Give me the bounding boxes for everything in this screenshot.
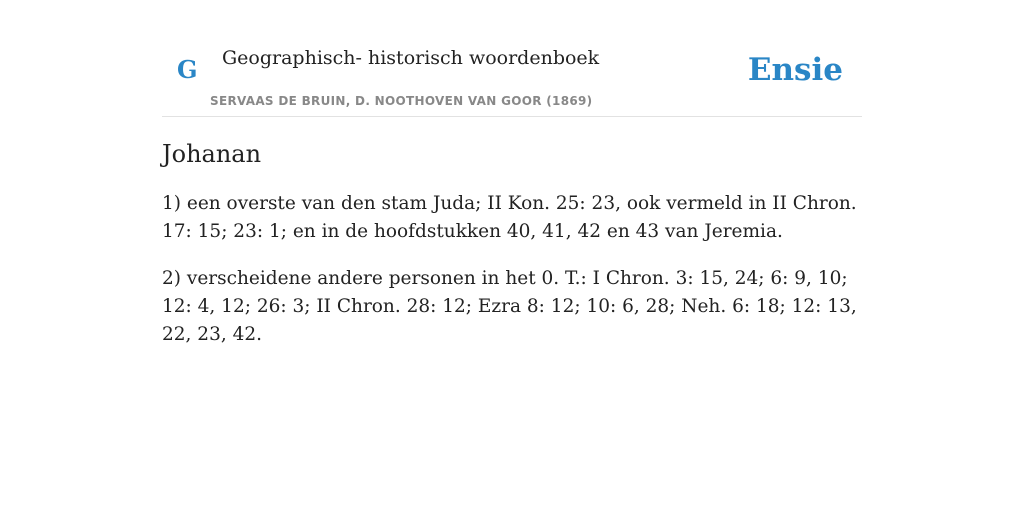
entry-title: Johanan [162, 140, 262, 168]
ensie-brand-link[interactable]: Ensie [747, 52, 843, 88]
dictionary-author: SERVAAS DE BRUIN, D. NOOTHOVEN VAN GOOR (1869) [210, 94, 593, 108]
dictionary-logo[interactable]: G [177, 55, 198, 84]
dictionary-title-link[interactable]: Geographisch- historisch woordenboek [222, 47, 600, 69]
dictionary-header [162, 0, 862, 117]
entry-paragraph-2: 2) verscheidene andere personen in het 0. T.: I Chron. 3: 15, 24; 6: 9, 10; 12: 4, 12; 26: 3; II Chron. 28: 12; Ezra 8: 12; 10: 6, 28; Neh. 6: 18; 12: 13, 22, 23, 42. [162, 268, 857, 345]
entry-paragraph-1: 1) een overste van den stam Juda; II Kon. 25: 23, ook vermeld in II Chron. 17: 15; 23: 1; en in de hoofdstukken 40, 41, 42 en 43 van Jeremia. [162, 193, 857, 242]
entry-content [162, 138, 862, 349]
